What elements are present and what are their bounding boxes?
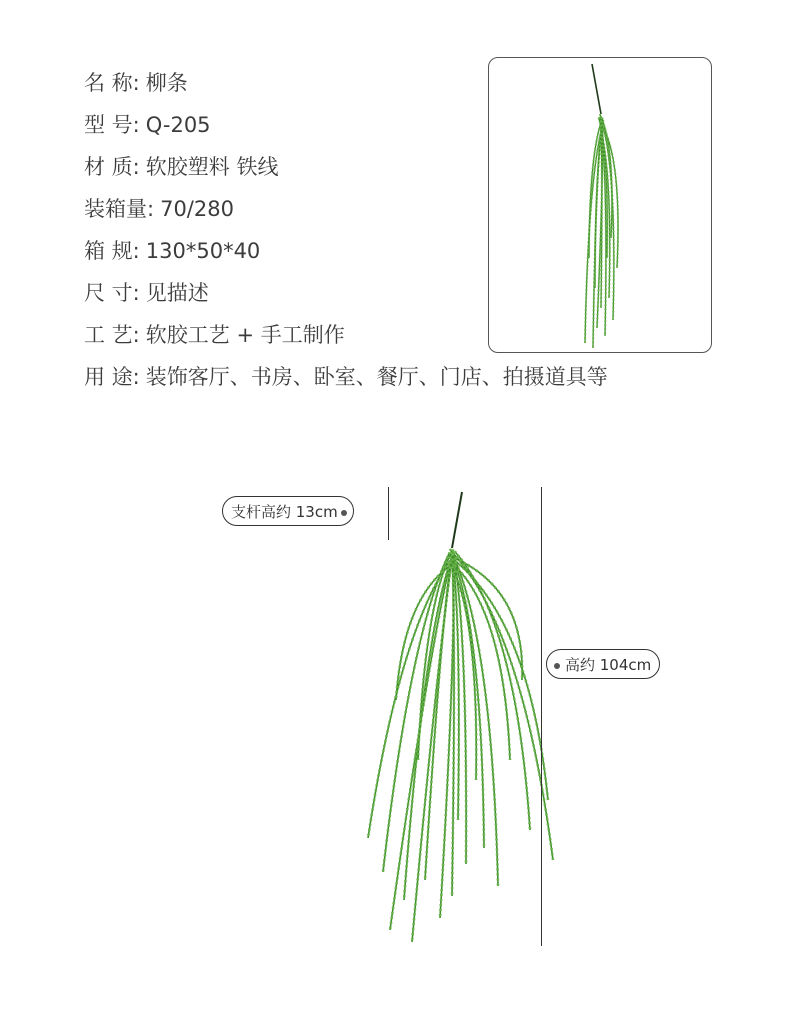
spec-value: 软胶工艺 + 手工制作: [145, 323, 345, 347]
spec-value: 70/280: [160, 197, 234, 221]
spec-key: 用 途:: [84, 365, 140, 389]
stem-height-line: [388, 487, 389, 540]
marker-dot-icon: [341, 510, 347, 516]
total-height-line: [541, 487, 542, 946]
spec-value: 柳条: [145, 71, 188, 95]
spec-value: 130*50*40: [145, 239, 261, 263]
stem-height-label: [222, 496, 354, 526]
spec-value: Q-205: [145, 113, 211, 137]
spec-key: 材 质:: [84, 155, 140, 179]
total-height-text: 高约 104cm: [565, 656, 652, 674]
spec-value: 软胶塑料 铁线: [145, 155, 279, 179]
spec-value: 装饰客厅、书房、卧室、餐厅、门店、拍摄道具等: [145, 365, 608, 389]
total-height-label: [546, 649, 660, 679]
spec-key: 型 号:: [84, 113, 140, 137]
spec-value: 见描述: [145, 281, 209, 305]
spec-key: 箱 规:: [84, 239, 140, 263]
marker-dot-icon: [554, 663, 560, 669]
spec-key: 尺 寸:: [84, 281, 140, 305]
spec-key: 装箱量:: [84, 197, 155, 221]
spec-key: 工 艺:: [84, 323, 140, 347]
spec-key: 名 称:: [84, 71, 140, 95]
stem-height-text: 支杆高约 13cm: [231, 503, 338, 521]
